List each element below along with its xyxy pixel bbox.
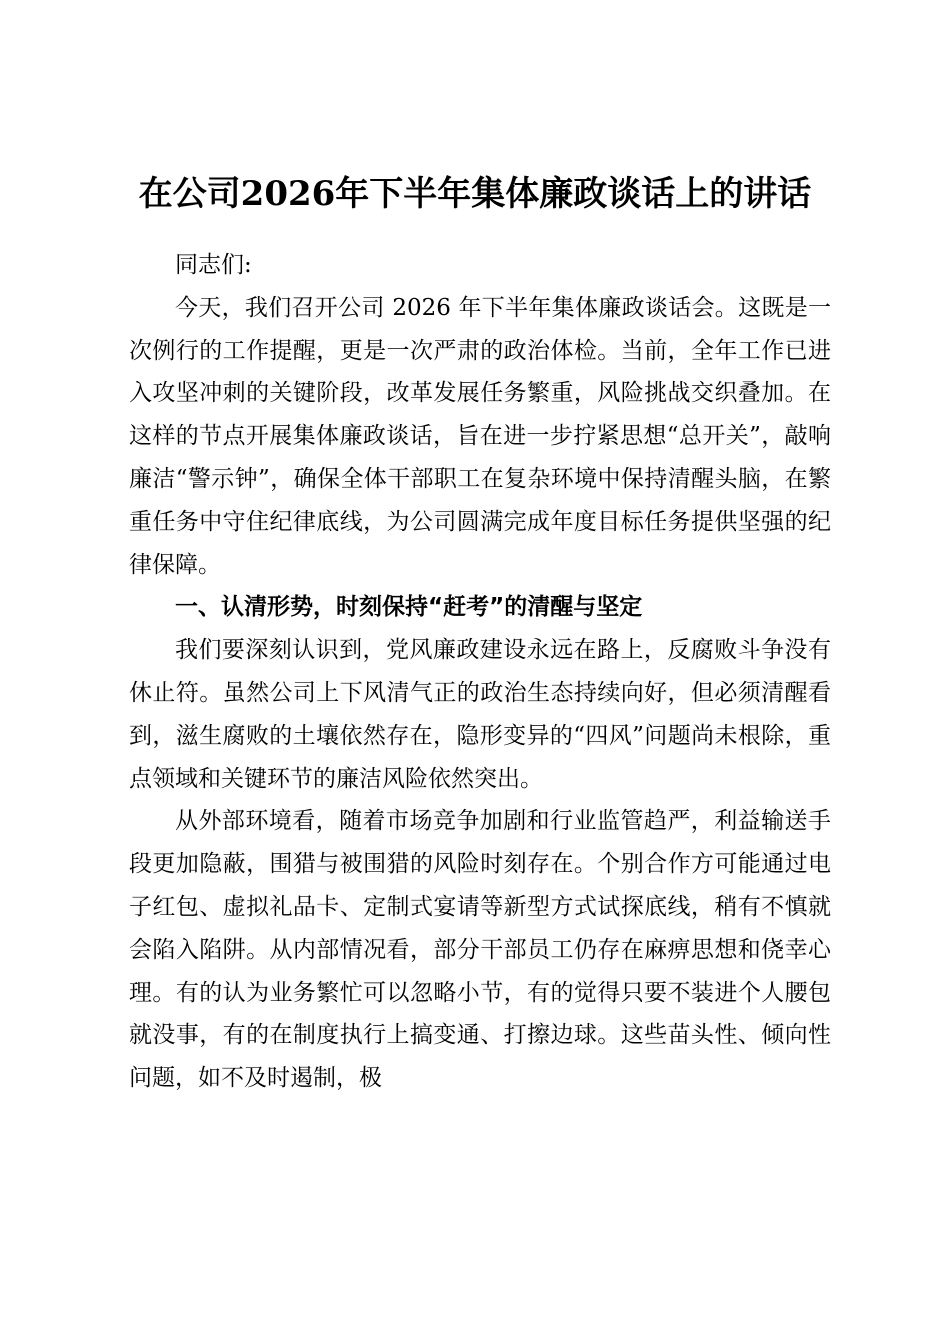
salutation: 同志们: [175,252,252,278]
paragraph-situation: 我们要深刻认识到，党风廉政建设永远在路上，反腐败斗争没有休止符。虽然公司上下风清气正的政治生态持续向好，但必须清醒看到，滋生腐败的土壤依然存在，隐形变异的“四风”问题尚未根除，重点领域和关键环节的廉洁风险依然突出。 [129,637,831,792]
paragraph-environment: 从外部环境看，随着市场竞争加剧和行业监管趋严，利益输送手段更加隐蔽，围猎与被围猎的风险时刻存在。个别合作方可能通过电子红包、虚拟礼品卡、定制式宴请等新型方式试探底线，稍有不慎就会陷入陷阱。从内部情况看，部分干部员工仍存在麻痹思想和侥幸心理。有的认为业务繁忙可以忽略小节，有的觉得只要不装进个人腰包就没事，有的在制度执行上搞变通、打擦边球。这些苗头性、倾向性问题，如不及时遏制，极 [129,808,831,1092]
paragraph-intro: 今天，我们召开公司 2026 年下半年集体廉政谈话会。这既是一次例行的工作提醒，更是一次严肃的政治体检。当前，全年工作已进入攻坚冲刺的关键阶段，改革发展任务繁重，风险挑战交织叠加。在这样的节点开展集体廉政谈话，旨在进一步拧紧思想“总开关”，敲响廉洁“警示钟”，确保全体干部职工在复杂环境中保持清醒头脑，在繁重任务中守住纪律底线，为公司圆满完成年度目标任务提供坚强的纪律保障。 [129,294,831,578]
document-body [129,244,831,1100]
document-title: 在公司2026年下半年集体廉政谈话上的讲话 [138,174,812,214]
section-heading-1: 一、认清形势，时刻保持“赶考”的清醒与坚定 [175,594,643,621]
